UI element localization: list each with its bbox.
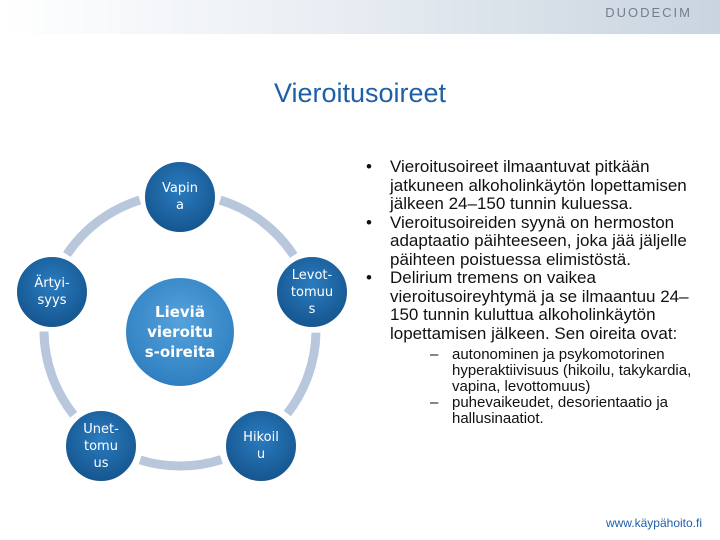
bullet-item: • Delirium tremens on vaikea vieroitusoireyhtymä ja se ilmaantuu 24–150 tunnin kuluttua alkoholinkäytön lopettamisen jälkeen. Sen oireita ovat: – autonominen ja psykomotorinen hyperaktiivisuus (hikoilu, takykardia, vapina, levottomuus) – puhevaikeudet, desorientaatio ja hallusinaatiot. [360, 269, 712, 427]
center-label: Lieviä vieroitu s-oireita [144, 303, 216, 361]
cycle-node-label: Unet- tomu us [83, 421, 119, 471]
sub-bullet-item: – puhevaikeudet, desorientaatio ja hallusinaatiot. [430, 394, 668, 427]
cycle-node-label: Ärtyi- syys [34, 276, 70, 308]
brand-logo: DUODECIM [605, 5, 692, 20]
bullet-item: • Vieroitusoireet ilmaantuvat pitkään jatkuneen alkoholinkäytön lopettamisen jälkeen 24–150 tunnin kuluessa. [366, 157, 687, 213]
cycle-node-label: Vapin a [162, 181, 198, 213]
cycle-node-label: Hikoil u [243, 430, 279, 462]
ring-arc [220, 200, 294, 255]
ring-arc [44, 332, 74, 415]
slide-title: Vieroitusoireet [273, 78, 447, 108]
ring-arc [287, 333, 316, 414]
sub-bullet-item: – autonominen ja psykomotorinen hyperaktiivisuus (hikoilu, takykardia, vapina, levottomuus) [430, 346, 692, 395]
bullet-item: • Vieroitusoireiden syynä on hermoston adaptaatio päihteeseen, joka jää jäljelle päihteen poistuessa elimistöstä. [366, 212, 687, 269]
ring-arc [140, 460, 221, 466]
footer-link[interactable]: www.käypähoito.fi [605, 516, 702, 530]
bullet-list [360, 158, 712, 427]
cycle-node-label: Levot- tomuu s [290, 267, 334, 317]
ring-arc [67, 200, 140, 254]
